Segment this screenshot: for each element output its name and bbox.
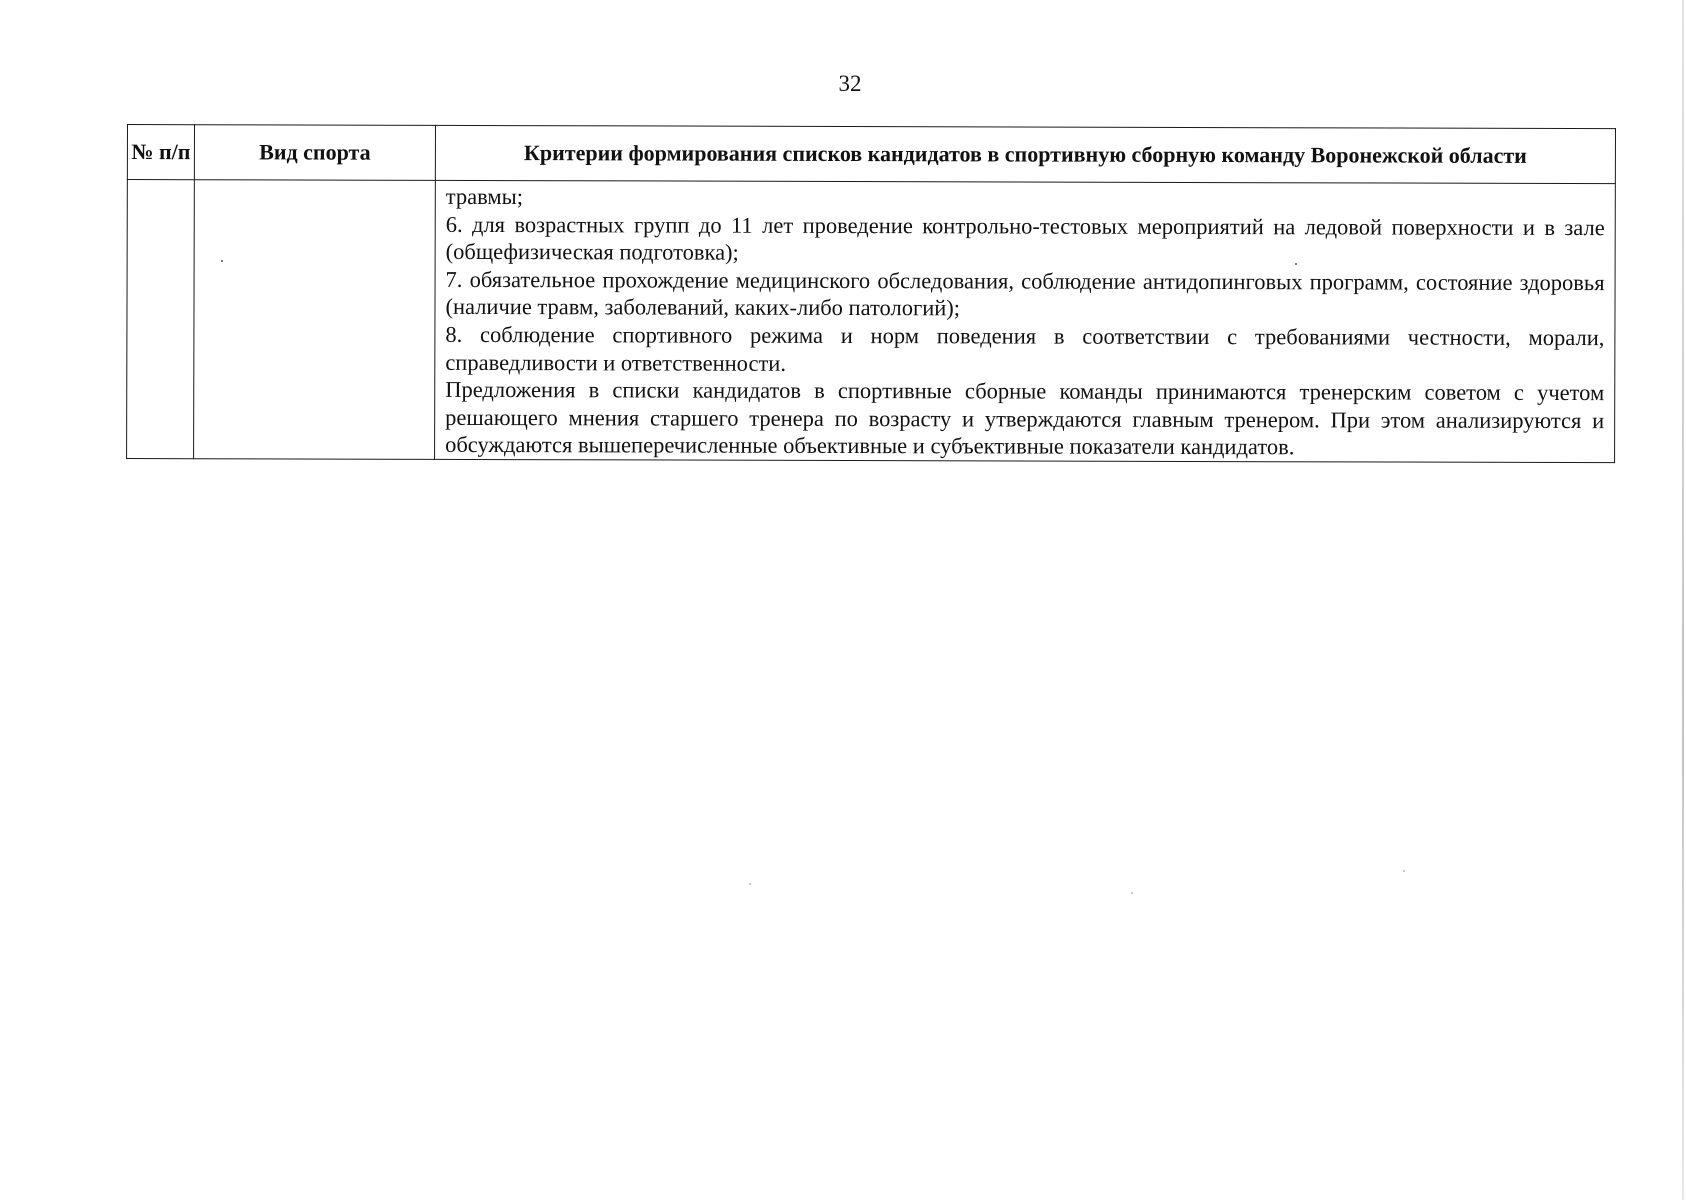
cell-sport [194, 180, 436, 460]
criteria-table [126, 124, 1616, 463]
criteria-paragraph: 7. обязательное прохождение медицинского обследования, соблюдение антидопинговых программ, состояние здоровья (наличие травм, заболеваний, каких-либо патологий); [445, 266, 1605, 321]
header-number: № п/п [127, 125, 194, 180]
criteria-paragraph: Предложения в списки кандидатов в спортивные сборные команды принимаются тренерским советом с учетом решающего мнения старшего тренера по возрасту и утверждаются главным тренером. При этом анализируются и обсуждаются вышеперечисленные объективные и субъективные показатели кандидатов. [445, 377, 1605, 460]
scan-speck [749, 883, 751, 885]
table-row [127, 180, 1616, 463]
scan-speck [221, 260, 223, 262]
table-header-row [127, 125, 1615, 184]
criteria-paragraph: 8. соблюдение спортивного режима и норм поведения в соответствии с требованиями честности, морали, справедливости и ответственности. [445, 321, 1605, 376]
cell-number [127, 180, 195, 459]
header-sport: Вид спорта [194, 125, 435, 181]
scan-speck [1295, 263, 1297, 265]
scan-speck [1131, 892, 1133, 894]
scan-speck [1403, 870, 1405, 872]
cell-criteria [435, 180, 1616, 462]
header-criteria: Критерии формирования списков кандидатов в спортивную сборную команду Воронежской области [435, 125, 1615, 183]
page-number: 32 [838, 71, 862, 96]
criteria-paragraph: 6. для возрастных групп до 11 лет проведение контрольно-тестовых мероприятий на ледовой поверхности и в зале (общефизическая подготовка); [445, 211, 1605, 265]
scan-edge [1682, 0, 1684, 1200]
criteria-paragraph: травмы; [445, 183, 524, 210]
